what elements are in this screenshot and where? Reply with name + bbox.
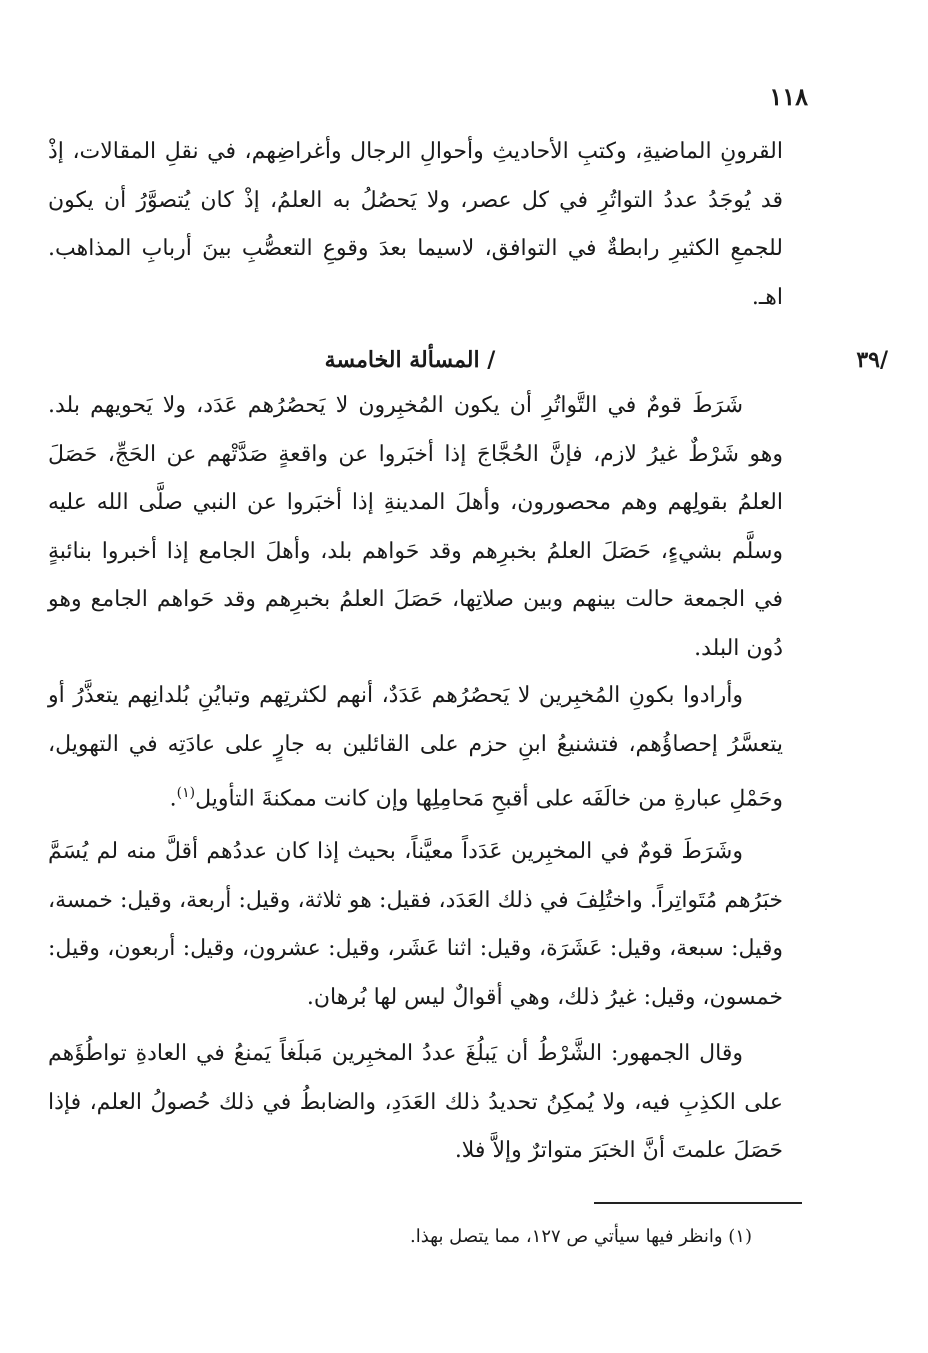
paragraph-meaning [48, 672, 783, 824]
paragraph-text: القرونِ الماضيةِ، وكتبِ الأحاديثِ وأحوالِ الرجال وأغراضِهم، في نقلِ المقالات، إذْ قد يُوجَدُ عددُ التواتُرِ في كل عصر، ولا يَحصُلُ به العلمُ، إذْ كان يُتصوَّرُ أن يكون للجمعِ الكثيرِ رابطةٌ في التوافق، لاسيما بعدَ وقوعِ التعصُّبِ بينَ أربابِ المذاهب. اهـ. [48, 139, 783, 310]
page-number: ١١٨ [769, 82, 808, 111]
paragraph-text: وأرادوا بكونِ المُخبِرين لا يَحصُرُهم عَدَدٌ، أنهم لكثرتِهم وتبايُنِ بُلدانِهم يتعذَّرُ أو يتعسَّرُ إحصاؤُهم، فتشنيعُ ابنِ حزم على القائلين به جارٍ على عادَتِه في التهويل، وحَمْلِ عبارةِ من خالَفَه على أقبحِ مَحامِلِها وإن كانت ممكنةَ التأويل [48, 683, 783, 812]
footnote-divider [594, 1202, 802, 1204]
margin-page-reference: /٣٩ [856, 347, 888, 373]
paragraph-text-wrapper [48, 672, 783, 824]
paragraph-specific-count [48, 828, 783, 1022]
paragraph-text: شَرَطَ قومٌ في التَّواتُرِ أن يكون المُخبِرون لا يَحصُرُهم عَدَد، ولا يَحويهم بلد. وهو شَرْطٌ غيرُ لازم، فإنَّ الحُجَّاجَ إذا أخبَروا عن واقعةٍ صَدَّتْهم عن الحَجِّ، حَصَلَ العلمُ بقولِهم وهم محصورون، وأهلَ المدينةِ إذا أخبَروا عن النبي صلَّى الله عليه وسلَّم بشيءٍ، حَصَلَ العلمُ بخبرِهم وقد حَواهم بلد، وأهلَ الجامع إذا أخبروا بنائبةٍ في الجمعة حالت بينهم وبين صلاتِها، حَصَلَ العلمُ بخبرِهم وقد حَواهم الجامع وهو دُون البلد. [48, 393, 783, 661]
paragraph-text: وقال الجمهور: الشَّرْطُ أن يَبلُغَ عددُ المخبِرين مَبلَغاً يَمنعُ في العادةِ تواطُؤَهم على الكذِبِ فيه، ولا يُمكِنُ تحديدُ ذلك العَدَدِ، والضابطُ في ذلك حُصولُ العلم، فإذا حَصَلَ علمتَ أنَّ الخبَرَ متواترٌ وإلاَّ فلا. [48, 1041, 783, 1163]
section-heading: / المسألة الخامسة [324, 347, 496, 373]
footnote-reference[interactable]: (١) [176, 785, 196, 801]
paragraph-condition-number [48, 382, 783, 673]
paragraph-text: وشَرَطَ قومٌ في المخبِرين عَدَداً معيَّناً، بحيث إذا كان عددُهم أقلَّ منه لم يُسَمَّ خبَرُهم مُتَواتِراً. واختُلِفَ في ذلك العَدَد، فقيل: هو ثلاثة، وقيل: أربعة، وقيل: خمسة، وقيل: سبعة، وقيل: عَشَرَة، وقيل: اثنا عَشَر، وقيل: عشرون، وقيل: أربعون، وقيل: خمسون، وقيل: غيرُ ذلك، وهي أقوالٌ ليس لها بُرهان. [48, 839, 783, 1010]
footnote: (١) وانظر فيها سيأتي ص ١٢٧، مما يتصل بهذا. [409, 1226, 752, 1247]
paragraph-continuation [48, 128, 783, 322]
paragraph-majority-view [48, 1030, 783, 1176]
paragraph-end-mark: . [169, 786, 177, 812]
